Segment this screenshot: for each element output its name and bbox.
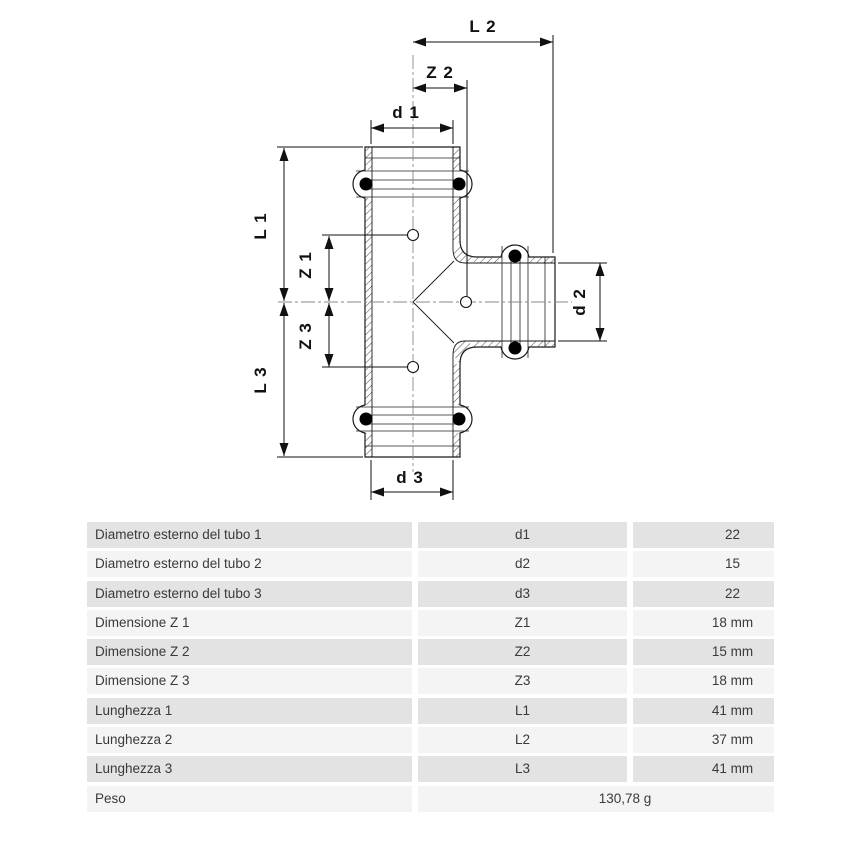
dim-label-l1: L 1 <box>251 212 270 240</box>
table-row <box>87 698 774 724</box>
dim-label-d2: d 2 <box>570 288 589 316</box>
table-row <box>87 551 774 577</box>
spec-label-cell: Dimensione Z 2 <box>87 639 412 665</box>
dim-label-d3: d 3 <box>396 468 424 487</box>
spec-value-cell: 18 mm <box>633 668 774 694</box>
table-row <box>87 786 774 812</box>
spec-table <box>87 522 774 812</box>
spec-value-cell: 41 mm <box>633 698 774 724</box>
dim-label-d1: d 1 <box>392 103 420 122</box>
spec-label-cell: Diametro esterno del tubo 2 <box>87 551 412 577</box>
spec-label-cell: Peso <box>87 786 412 812</box>
spec-value-cell-merged: 130,78 g <box>418 786 774 812</box>
spec-symbol-cell: L2 <box>418 727 627 753</box>
table-row <box>87 522 774 548</box>
spec-value-cell: 22 <box>633 522 774 548</box>
spec-label-cell: Diametro esterno del tubo 1 <box>87 522 412 548</box>
table-row <box>87 581 774 607</box>
spec-label-cell: Dimensione Z 3 <box>87 668 412 694</box>
table-row <box>87 727 774 753</box>
spec-label-cell: Diametro esterno del tubo 3 <box>87 581 412 607</box>
spec-label-cell: Lunghezza 3 <box>87 756 412 782</box>
spec-symbol-cell: L3 <box>418 756 627 782</box>
table-row <box>87 610 774 636</box>
table-row <box>87 639 774 665</box>
spec-symbol-cell: d1 <box>418 522 627 548</box>
table-row <box>87 756 774 782</box>
spec-value-cell: 18 mm <box>633 610 774 636</box>
dim-label-z3: Z 3 <box>296 322 315 350</box>
spec-symbol-cell: d2 <box>418 551 627 577</box>
spec-value-cell: 37 mm <box>633 727 774 753</box>
spec-symbol-cell: Z1 <box>418 610 627 636</box>
dim-label-l2: L 2 <box>469 17 497 36</box>
spec-symbol-cell: Z2 <box>418 639 627 665</box>
spec-value-cell: 15 <box>633 551 774 577</box>
spec-label-cell: Lunghezza 1 <box>87 698 412 724</box>
dim-label-z2: Z 2 <box>426 63 454 82</box>
spec-value-cell: 22 <box>633 581 774 607</box>
spec-value-cell: 41 mm <box>633 756 774 782</box>
dim-label-l3: L 3 <box>251 366 270 394</box>
spec-symbol-cell: Z3 <box>418 668 627 694</box>
dim-label-z1: Z 1 <box>296 251 315 279</box>
spec-value-cell: 15 mm <box>633 639 774 665</box>
table-row <box>87 668 774 694</box>
spec-symbol-cell: L1 <box>418 698 627 724</box>
spec-label-cell: Dimensione Z 1 <box>87 610 412 636</box>
spec-label-cell: Lunghezza 2 <box>87 727 412 753</box>
spec-symbol-cell: d3 <box>418 581 627 607</box>
